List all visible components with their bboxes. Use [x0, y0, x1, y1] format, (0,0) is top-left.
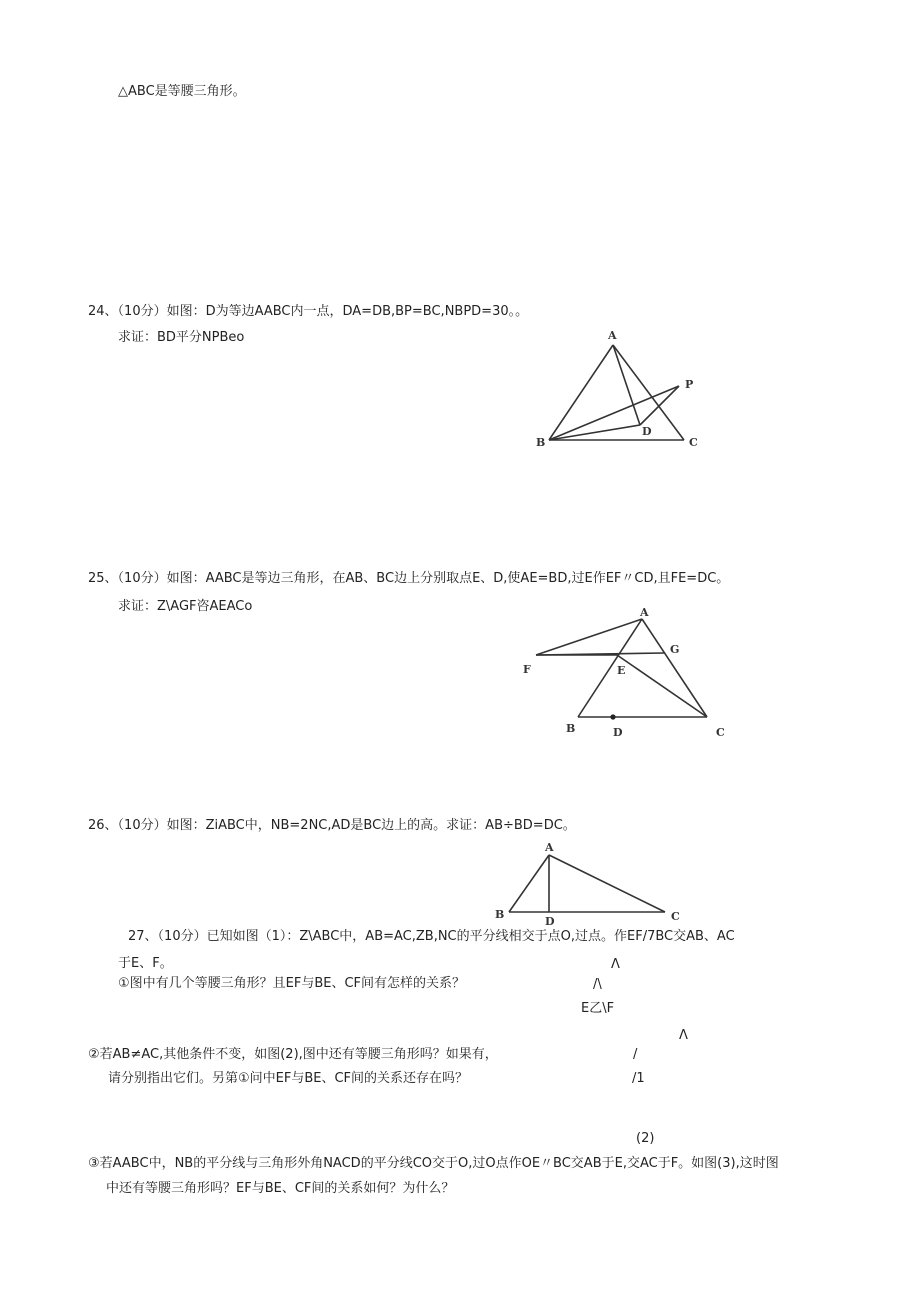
fig26-label-b: B: [495, 908, 505, 921]
fig27-fragment-1: Λ: [611, 957, 620, 972]
figure-25: [515, 602, 735, 742]
fig26-label-a: A: [545, 841, 554, 854]
fig27-fragment-6: /1: [632, 1071, 645, 1086]
fig25-segment-ec: [617, 655, 707, 717]
fig25-label-a: A: [640, 606, 649, 619]
fig24-side-ab: [549, 345, 613, 440]
fig25-label-g: G: [670, 643, 680, 656]
question-27-part2a: ②若AB≠AC,其他条件不变，如图(2),图中还有等腰三角形吗？如果有，: [88, 1047, 498, 1062]
figure-24: [530, 322, 710, 454]
question-27-part3a: ③若AABC中，NB的平分线与三角形外角NACD的平分线CO交于O,过O点作OE〃BC交AB于E,交AC于F。如图(3),这时图: [88, 1156, 779, 1171]
fig27-fragment-4: Λ: [679, 1028, 688, 1043]
question-25: 25、（10分）如图：AABC是等边三角形，在AB、BC边上分别取点E、D,使AE=BD,过E作EF〃CD,且FE=DC。: [88, 571, 730, 586]
fig24-label-p: P: [685, 378, 694, 391]
fig24-segment-bd: [549, 425, 640, 440]
fig27-fragment-5: /: [633, 1047, 638, 1062]
fig27-fragment-7: (2): [636, 1131, 655, 1146]
fig24-label-b: B: [536, 436, 546, 449]
fig25-label-e: E: [617, 664, 626, 677]
fig26-side-ac: [549, 855, 665, 912]
question-27-part2b: 请分别指出它们。另第①问中EF与BE、CF间的关系还存在吗？: [108, 1071, 469, 1086]
question-24: 24、（10分）如图：D为等边AABC内一点，DA=DB,BP=BC,NBPD=30。。: [88, 304, 529, 319]
fig25-label-b: B: [566, 722, 576, 735]
question-27-part1: ①图中有几个等腰三角形？且EF与BE、CF间有怎样的关系？: [118, 976, 466, 991]
figure-26: [488, 835, 688, 930]
question-24-prove: 求证：BD平分NPBeo: [118, 330, 245, 345]
fig26-side-ab: [509, 855, 549, 912]
fig25-side-ab: [578, 619, 642, 717]
question-27-part3b: 中还有等腰三角形吗？EF与BE、CF间的关系如何？为什么？: [106, 1181, 455, 1196]
fig25-label-d: D: [613, 726, 623, 739]
question-27: 27、（10分）已知如图（1）：Z\ABC中，AB=AC,ZB,NC的平分线相交于点O,过点。作EF/7BC交AB、AC: [128, 929, 735, 944]
fig27-fragment-3: E乙\F: [581, 1001, 615, 1016]
fig27-fragment-2: /\: [593, 977, 602, 992]
fig24-label-c: C: [689, 436, 698, 449]
fig25-point-d: [610, 714, 615, 719]
question-26: 26、（10分）如图：ZiABC中，NB=2NC,AD是BC边上的高。求证：AB÷BD=DC。: [88, 818, 576, 833]
question-25-prove: 求证：Z\AGF咨AEACo: [118, 599, 253, 614]
fig25-segment-fg: [536, 653, 664, 655]
fig26-label-d: D: [545, 915, 555, 928]
fig24-segment-ad: [613, 345, 640, 425]
fig25-label-f: F: [523, 663, 531, 676]
fig24-segment-bp: [549, 386, 679, 440]
fig25-segment-fa: [536, 619, 642, 655]
fig25-side-ac: [642, 619, 707, 717]
fig24-label-d: D: [642, 425, 652, 438]
fig25-label-c: C: [716, 726, 725, 739]
fig24-segment-pd: [640, 386, 679, 425]
fig24-label-a: A: [608, 329, 617, 342]
line-abc-isosceles: △ABC是等腰三角形。: [118, 84, 246, 99]
question-27-cont: 于E、F。: [118, 956, 173, 971]
fig26-label-c: C: [671, 910, 680, 923]
